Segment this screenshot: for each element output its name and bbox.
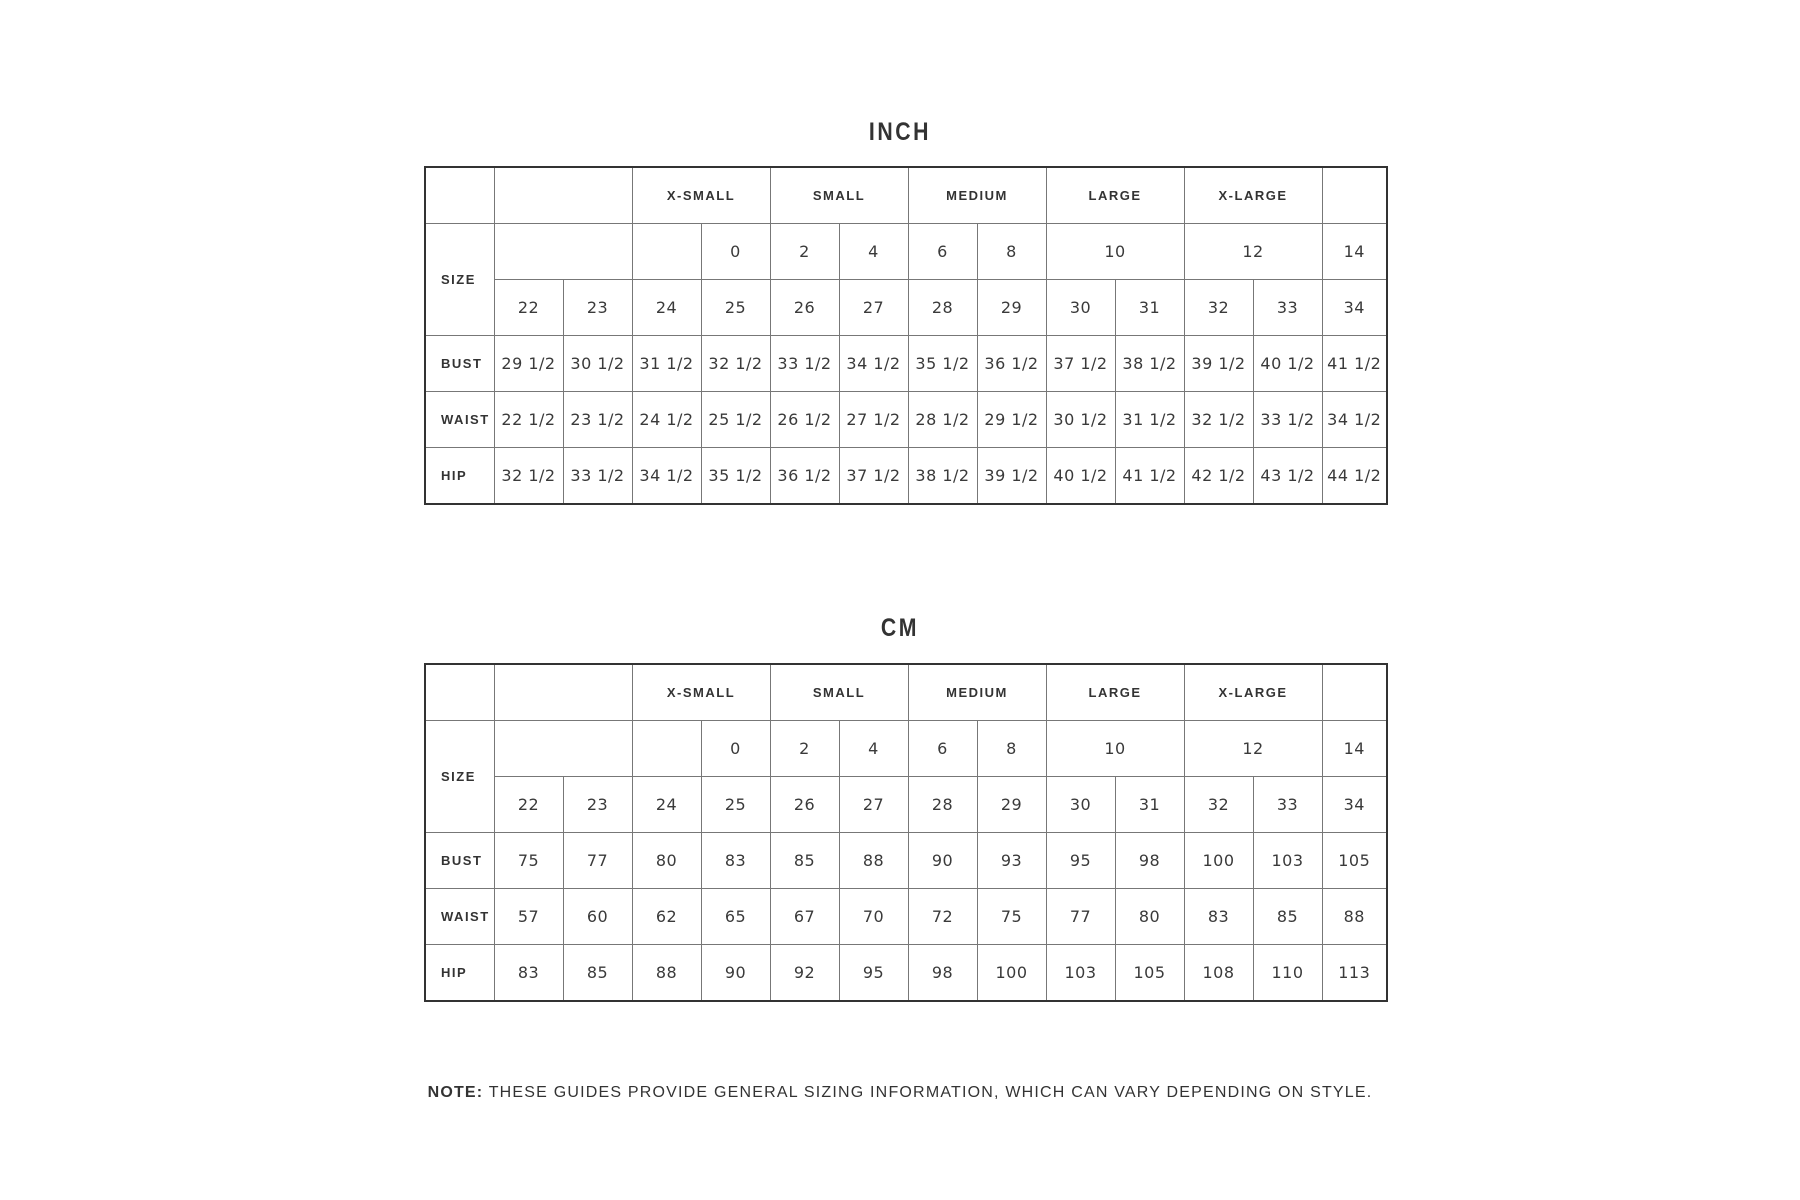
waist-row [425, 392, 1387, 448]
us-size-cell: 0 [701, 224, 770, 280]
measurement-cell: 36 1/2 [977, 336, 1046, 392]
measurement-cell: 90 [701, 945, 770, 1002]
measurement-cell: 85 [563, 945, 632, 1002]
waist-size-cell: 29 [977, 777, 1046, 833]
measurement-cell: 62 [632, 889, 701, 945]
size-row-label: SIZE [425, 721, 494, 833]
measurement-cell: 70 [839, 889, 908, 945]
waist-size-row [425, 280, 1387, 336]
size-group-xlarge: X-LARGE [1184, 167, 1322, 224]
waist-size-cell: 30 [1046, 280, 1115, 336]
size-group-medium: MEDIUM [908, 167, 1046, 224]
measurement-cell: 35 1/2 [908, 336, 977, 392]
measurement-cell: 30 1/2 [1046, 392, 1115, 448]
size-group-xlarge: X-LARGE [1184, 664, 1322, 721]
measurement-cell: 77 [1046, 889, 1115, 945]
measurement-cell: 75 [494, 833, 563, 889]
measurement-cell: 22 1/2 [494, 392, 563, 448]
measurement-cell: 88 [632, 945, 701, 1002]
waist-size-row [425, 777, 1387, 833]
measurement-cell: 37 1/2 [839, 448, 908, 505]
waist-size-cell: 25 [701, 777, 770, 833]
measurement-cell: 88 [1322, 889, 1387, 945]
measurement-cell: 103 [1046, 945, 1115, 1002]
measurement-cell: 65 [701, 889, 770, 945]
measurement-cell: 33 1/2 [770, 336, 839, 392]
measurement-cell: 80 [1115, 889, 1184, 945]
bust-row-label: BUST [425, 833, 494, 889]
us-size-cell: 2 [770, 721, 839, 777]
waist-size-cell: 23 [563, 777, 632, 833]
size-group-large: LARGE [1046, 167, 1184, 224]
measurement-cell: 83 [701, 833, 770, 889]
measurement-cell: 105 [1322, 833, 1387, 889]
measurement-cell: 98 [908, 945, 977, 1002]
empty-cell [632, 224, 701, 280]
measurement-cell: 31 1/2 [632, 336, 701, 392]
cm-size-table [424, 663, 1388, 1002]
measurement-cell: 85 [770, 833, 839, 889]
waist-size-cell: 26 [770, 280, 839, 336]
empty-cell [494, 167, 632, 224]
waist-row-label: WAIST [425, 889, 494, 945]
waist-size-cell: 23 [563, 280, 632, 336]
measurement-cell: 30 1/2 [563, 336, 632, 392]
empty-cell [494, 721, 632, 777]
bust-row [425, 833, 1387, 889]
empty-cell [425, 664, 494, 721]
measurement-cell: 83 [494, 945, 563, 1002]
waist-size-cell: 29 [977, 280, 1046, 336]
measurement-cell: 75 [977, 889, 1046, 945]
measurement-cell: 24 1/2 [632, 392, 701, 448]
us-size-cell: 2 [770, 224, 839, 280]
measurement-cell: 100 [977, 945, 1046, 1002]
size-row-label: SIZE [425, 224, 494, 336]
measurement-cell: 33 1/2 [563, 448, 632, 505]
measurement-cell: 26 1/2 [770, 392, 839, 448]
measurement-cell: 34 1/2 [632, 448, 701, 505]
measurement-cell: 67 [770, 889, 839, 945]
hip-row-label: HIP [425, 448, 494, 505]
waist-size-cell: 25 [701, 280, 770, 336]
measurement-cell: 108 [1184, 945, 1253, 1002]
measurement-cell: 33 1/2 [1253, 392, 1322, 448]
measurement-cell: 60 [563, 889, 632, 945]
hip-row [425, 945, 1387, 1002]
us-size-cell: 10 [1046, 721, 1184, 777]
waist-size-cell: 26 [770, 777, 839, 833]
measurement-cell: 77 [563, 833, 632, 889]
size-group-small: SMALL [770, 167, 908, 224]
us-size-row [425, 224, 1387, 280]
waist-size-cell: 33 [1253, 777, 1322, 833]
waist-size-cell: 27 [839, 777, 908, 833]
waist-size-cell: 31 [1115, 280, 1184, 336]
measurement-cell: 35 1/2 [701, 448, 770, 505]
waist-size-cell: 22 [494, 777, 563, 833]
measurement-cell: 88 [839, 833, 908, 889]
sizing-note [0, 1084, 1800, 1102]
empty-cell [1322, 167, 1387, 224]
measurement-cell: 25 1/2 [701, 392, 770, 448]
measurement-cell: 38 1/2 [908, 448, 977, 505]
size-group-medium: MEDIUM [908, 664, 1046, 721]
us-size-cell: 12 [1184, 224, 1322, 280]
waist-row-label: WAIST [425, 392, 494, 448]
measurement-cell: 92 [770, 945, 839, 1002]
inch-size-table [424, 166, 1388, 505]
measurement-cell: 40 1/2 [1253, 336, 1322, 392]
inch-title: INCH [868, 118, 932, 146]
empty-cell [632, 721, 701, 777]
measurement-cell: 44 1/2 [1322, 448, 1387, 505]
measurement-cell: 57 [494, 889, 563, 945]
measurement-cell: 105 [1115, 945, 1184, 1002]
measurement-cell: 32 1/2 [494, 448, 563, 505]
measurement-cell: 98 [1115, 833, 1184, 889]
measurement-cell: 85 [1253, 889, 1322, 945]
size-group-xsmall: X-SMALL [632, 167, 770, 224]
hip-row-label: HIP [425, 945, 494, 1002]
bust-row-label: BUST [425, 336, 494, 392]
measurement-cell: 27 1/2 [839, 392, 908, 448]
measurement-cell: 41 1/2 [1322, 336, 1387, 392]
us-size-cell: 6 [908, 224, 977, 280]
table-header-row [425, 167, 1387, 224]
waist-size-cell: 27 [839, 280, 908, 336]
measurement-cell: 43 1/2 [1253, 448, 1322, 505]
measurement-cell: 103 [1253, 833, 1322, 889]
measurement-cell: 113 [1322, 945, 1387, 1002]
measurement-cell: 39 1/2 [977, 448, 1046, 505]
waist-row [425, 889, 1387, 945]
waist-size-cell: 32 [1184, 280, 1253, 336]
measurement-cell: 90 [908, 833, 977, 889]
measurement-cell: 80 [632, 833, 701, 889]
us-size-cell: 8 [977, 224, 1046, 280]
measurement-cell: 31 1/2 [1115, 392, 1184, 448]
size-group-xsmall: X-SMALL [632, 664, 770, 721]
measurement-cell: 36 1/2 [770, 448, 839, 505]
measurement-cell: 29 1/2 [494, 336, 563, 392]
us-size-cell: 4 [839, 224, 908, 280]
measurement-cell: 72 [908, 889, 977, 945]
empty-cell [494, 224, 632, 280]
waist-size-cell: 34 [1322, 777, 1387, 833]
waist-size-cell: 30 [1046, 777, 1115, 833]
measurement-cell: 34 1/2 [1322, 392, 1387, 448]
empty-cell [425, 167, 494, 224]
note-text: THESE GUIDES PROVIDE GENERAL SIZING INFORMATION, WHICH CAN VARY DEPENDING ON STYLE. [483, 1084, 1373, 1101]
measurement-cell: 38 1/2 [1115, 336, 1184, 392]
us-size-cell: 12 [1184, 721, 1322, 777]
measurement-cell: 34 1/2 [839, 336, 908, 392]
measurement-cell: 95 [839, 945, 908, 1002]
table-header-row [425, 664, 1387, 721]
measurement-cell: 32 1/2 [1184, 392, 1253, 448]
measurement-cell: 40 1/2 [1046, 448, 1115, 505]
size-group-small: SMALL [770, 664, 908, 721]
us-size-cell: 0 [701, 721, 770, 777]
waist-size-cell: 33 [1253, 280, 1322, 336]
measurement-cell: 39 1/2 [1184, 336, 1253, 392]
waist-size-cell: 32 [1184, 777, 1253, 833]
measurement-cell: 42 1/2 [1184, 448, 1253, 505]
note-prefix: NOTE: [427, 1084, 484, 1101]
measurement-cell: 93 [977, 833, 1046, 889]
hip-row [425, 448, 1387, 505]
measurement-cell: 100 [1184, 833, 1253, 889]
size-group-large: LARGE [1046, 664, 1184, 721]
waist-size-cell: 31 [1115, 777, 1184, 833]
waist-size-cell: 24 [632, 777, 701, 833]
measurement-cell: 41 1/2 [1115, 448, 1184, 505]
us-size-cell: 10 [1046, 224, 1184, 280]
waist-size-cell: 28 [908, 280, 977, 336]
measurement-cell: 32 1/2 [701, 336, 770, 392]
us-size-cell: 4 [839, 721, 908, 777]
measurement-cell: 37 1/2 [1046, 336, 1115, 392]
waist-size-cell: 34 [1322, 280, 1387, 336]
measurement-cell: 29 1/2 [977, 392, 1046, 448]
empty-cell [494, 664, 632, 721]
measurement-cell: 110 [1253, 945, 1322, 1002]
cm-title: CM [880, 614, 920, 642]
empty-cell [1322, 664, 1387, 721]
us-size-row [425, 721, 1387, 777]
measurement-cell: 28 1/2 [908, 392, 977, 448]
waist-size-cell: 28 [908, 777, 977, 833]
us-size-cell: 6 [908, 721, 977, 777]
measurement-cell: 23 1/2 [563, 392, 632, 448]
waist-size-cell: 24 [632, 280, 701, 336]
waist-size-cell: 22 [494, 280, 563, 336]
measurement-cell: 83 [1184, 889, 1253, 945]
us-size-cell: 14 [1322, 721, 1387, 777]
us-size-cell: 8 [977, 721, 1046, 777]
us-size-cell: 14 [1322, 224, 1387, 280]
measurement-cell: 95 [1046, 833, 1115, 889]
bust-row [425, 336, 1387, 392]
